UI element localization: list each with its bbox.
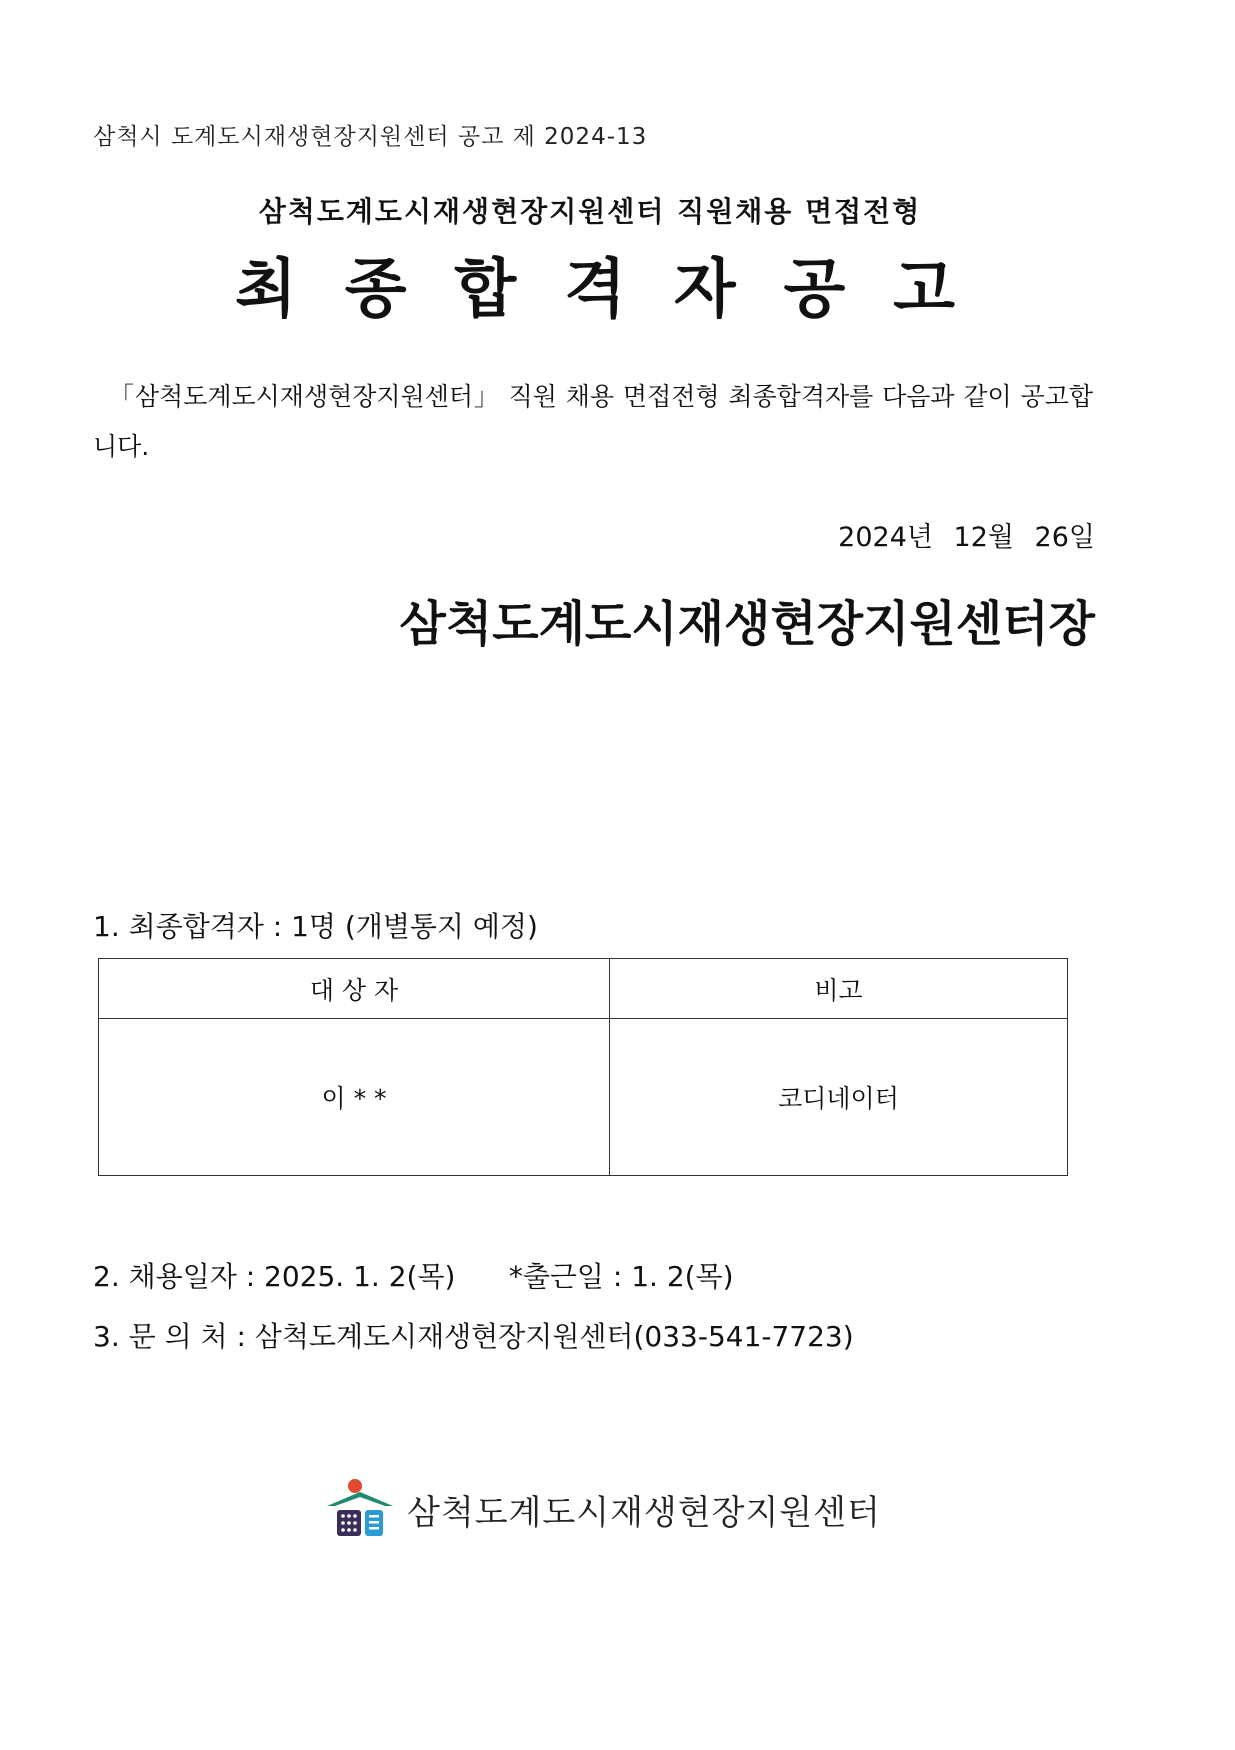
- title-char: 고: [893, 252, 955, 327]
- document-subtitle: 삼척도계도시재생현장지원센터 직원채용 면접전형: [258, 195, 922, 228]
- center-logo: [325, 1478, 881, 1540]
- section-contact: 3. 문 의 처 : 삼척도계도시재생현장지원센터(033-541-7723): [93, 1320, 854, 1353]
- title-char: 최: [235, 252, 297, 327]
- center-logo-icon: [325, 1478, 395, 1540]
- table-row: [99, 1019, 1068, 1176]
- notice-number: 삼척시 도계도시재생현장지원센터 공고 제 2024-13: [93, 124, 648, 150]
- document-title: [235, 238, 955, 330]
- cell-candidate: 이 * *: [99, 1019, 610, 1176]
- notice-date: 2024년 12월 26일: [838, 522, 1095, 553]
- cell-remarks: 코디네이터: [610, 1019, 1068, 1176]
- issuer-signature: 삼척도계도시재생현장지원센터장: [399, 596, 1095, 652]
- center-logo-text: 삼척도계도시재생현장지원센터: [407, 1492, 881, 1533]
- title-char: 합: [454, 252, 517, 327]
- title-char: 격: [564, 252, 626, 327]
- section-final-candidates: 1. 최종합격자 : 1명 (개별통지 예정): [93, 910, 538, 943]
- header-remarks: 비고: [610, 959, 1068, 1019]
- title-char: 자: [673, 252, 736, 327]
- section-employment-date: 2. 채용일자 : 2025. 1. 2(목) *출근일 : 1. 2(목): [93, 1260, 734, 1293]
- title-char: 종: [344, 252, 407, 327]
- title-char: 공: [783, 252, 846, 327]
- result-table: [98, 958, 1068, 1176]
- header-candidate: 대 상 자: [99, 959, 610, 1019]
- intro-paragraph: 「삼척도계도시재생현장지원센터」 직원 채용 면접전형 최종합격자를 다음과 같이 공고합니다.: [93, 382, 1093, 461]
- table-header-row: [99, 959, 1068, 1019]
